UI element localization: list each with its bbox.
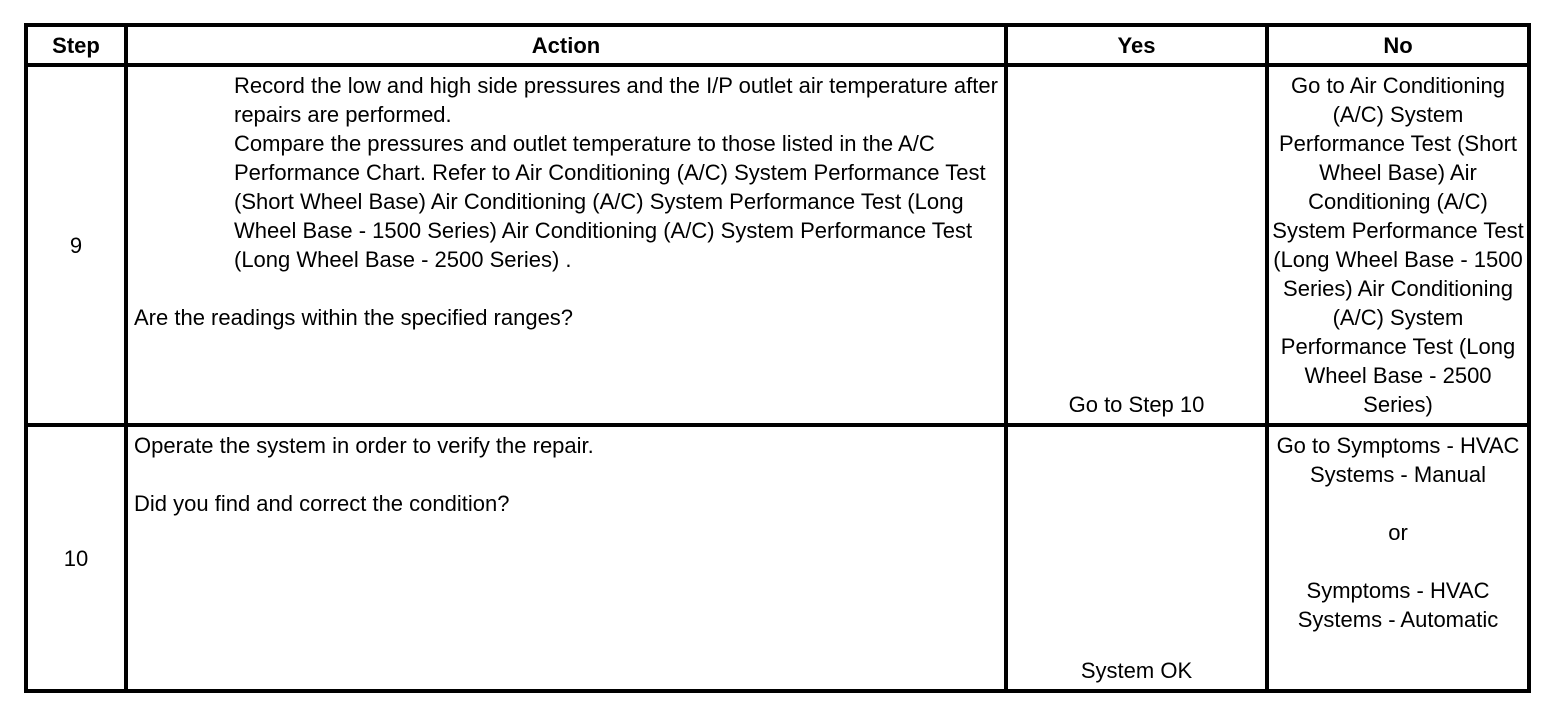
step-number: 10 <box>26 425 126 691</box>
header-no: No <box>1267 25 1529 65</box>
action-instruction: Compare the pressures and outlet temperature to those listed in the A/C Performance Chart. Refer to Air Conditioning (A/C) System Performance Test (Short Wheel Base) Air Conditioning (A/C) System Performance Test (Long Wheel Base - 1500 Series) Air Conditioning (A/C) System Performance Test (Long Wheel Base - 2500 Series) . <box>234 131 986 272</box>
yes-result: System OK <box>1006 425 1267 691</box>
header-yes: Yes <box>1006 25 1267 65</box>
step-number: 9 <box>26 65 126 425</box>
header-action: Action <box>126 25 1006 65</box>
no-result-or: or <box>1388 520 1408 545</box>
action-cell <box>126 425 1006 691</box>
header-step: Step <box>26 25 126 65</box>
table-row <box>26 425 1529 691</box>
action-question: Did you find and correct the condition? <box>134 491 510 516</box>
header-row <box>26 25 1529 65</box>
action-question: Are the readings within the specified ranges? <box>134 305 574 330</box>
table-row <box>26 65 1529 425</box>
diagnostic-table <box>24 23 1531 693</box>
no-result: Symptoms - HVAC Systems - Automatic <box>1297 578 1499 632</box>
action-cell <box>126 65 1006 425</box>
action-instruction: Record the low and high side pressures and the I/P outlet air temperature after repairs are performed. <box>234 73 998 127</box>
yes-result: Go to Step 10 <box>1006 65 1267 425</box>
no-result: Go to Symptoms - HVAC Systems - Manual <box>1276 433 1520 487</box>
no-result-cell <box>1267 425 1529 691</box>
action-instruction: Operate the system in order to verify the repair. <box>134 433 594 458</box>
no-result: Go to Air Conditioning (A/C) System Performance Test (Short Wheel Base) Air Conditioning (A/C) System Performance Test (Long Wheel Base - 1500 Series) Air Conditioning (A/C) System Performance Test (Long Wheel Base - 2500 Series) <box>1267 65 1529 425</box>
